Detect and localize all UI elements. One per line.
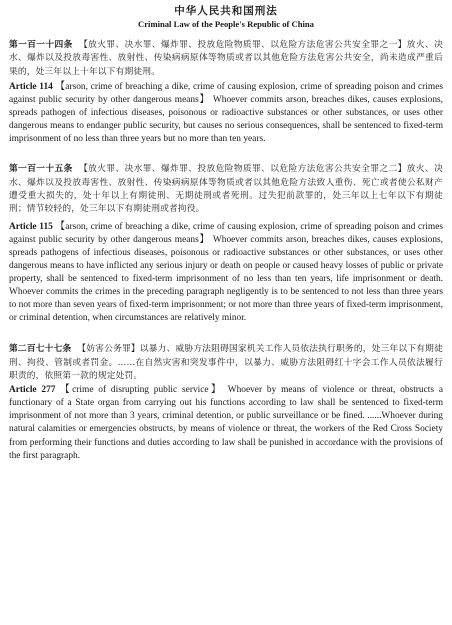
document-title-english: Criminal Law of the People's Republic of China	[138, 19, 314, 29]
article-277-en-crime: 【crime of disrupting public service】	[60, 385, 223, 396]
article-114-cn-text: 放火、决水、爆炸以及投放毒害性、放射性、传染病病原体等物质或者以其他危险方法危害公共安全，尚未造成严重后果的，处三年以上十年以下有期徒刑。	[9, 40, 443, 77]
article-114-en-text: Whoever commits arson, breaches dikes, causes explosions, spreads pathogen of infectious diseases, poisonous or radioactive substances or other substances, or uses other dangerous means to endanger public security, but causes no serious consequences, shall be sentenced to fixed-term imprisonment of no less than three years but no more than ten years.	[9, 94, 444, 145]
article-114-cn-crime: 【放火罪、决水罪、爆炸罪、投放危险物质罪、以危险方法危害公共安全罪之一】	[79, 40, 407, 50]
article-115-en-text: Whoever commits arson, breaches dikes, causes explosions, spreads pathogens of infectious diseases, poisonous or radioactive substances or other substances, or uses other dangerous means to have inflicted any serious injury or death on people or caused heavy losses of public or private property, shall be sentenced to fixed-term imprisonment of no less than ten years, life imprisonment or death. Whoever commits the crimes in the preceding paragraph negligently is to be sentenced to not less than three years to not more than seven years of fixed-term imprisonment; or not more than three years of fixed-term imprisonment, or criminal detention, when circumstances are relatively minor.	[9, 234, 444, 324]
article-115-cn-text: 放火、决水、爆炸以及投放毒害性、放射性、传染病病原体等物质或者以其他危险方法致人重伤、死亡或者使公私财产遭受重大损失的，处十年以上有期徒刑、无期徒刑或者死刑。过失犯前款罪的，处三年以上七年以下有期徒刑；情节较轻的，处三年以下有期徒刑或者拘役。	[9, 164, 443, 215]
article-115-chinese	[9, 163, 443, 216]
article-115-cn-crime: 【放火罪、决水罪、爆炸罪、投放危险物质罪、以危险方法危害公共安全罪之二】	[79, 164, 407, 175]
document-title-chinese: 中华人民共和国刑法	[174, 5, 278, 17]
article-115-english	[9, 221, 443, 326]
article-277-chinese	[9, 343, 443, 383]
article-114-en-label: Article 114	[9, 81, 53, 92]
article-114-cn-number: 第一百一十四条	[9, 40, 73, 50]
article-277-cn-text: 以暴力、威胁方法阻碍国家机关工作人员依法执行职务的，处三年以下有期徒刑、拘役、管制或者罚金。……在自然灾害和突发事件中，以暴力、威胁方法阻碍红十字会工作人员依法履行职责的，依照第一款的规定处罚。	[9, 344, 443, 381]
article-114-chinese	[9, 39, 443, 79]
article-277-en-label: Article 277	[9, 385, 56, 396]
article-115-en-crime: 【arson, crime of breaching a dike, crime of causing explosion, crime of spreading poison and crimes against public security by other dangerous means】	[9, 221, 444, 245]
article-277-cn-number: 第二百七十七条	[9, 344, 72, 355]
article-115-cn-number: 第一百一十五条	[9, 164, 73, 175]
article-114-english	[9, 81, 443, 146]
article-277-english	[9, 384, 443, 463]
article-115-en-label: Article 115	[9, 221, 53, 232]
article-114-en-crime: 【arson, crime of breaching a dike, crime of causing explosion, crime of spreading poison and crimes against public security by other dangerous means】	[9, 81, 444, 105]
article-277-cn-crime: 【妨害公务罪】	[77, 344, 140, 355]
article-277-en-text: Whoever by means of violence or threat, obstructs a functionary of a State organ from carrying out his functions according to law shall be sentenced to fixed-term imprisonment of not more than 3 years, criminal detention, or public surveillance or be fined. ......Whoever during natural calamities or emergencies obstructs, by means of violence or threat, the workers of the Red Cross Society from performing their functions and duties according to law shall be punished in accordance with the provisions of the first paragraph.	[9, 385, 444, 461]
